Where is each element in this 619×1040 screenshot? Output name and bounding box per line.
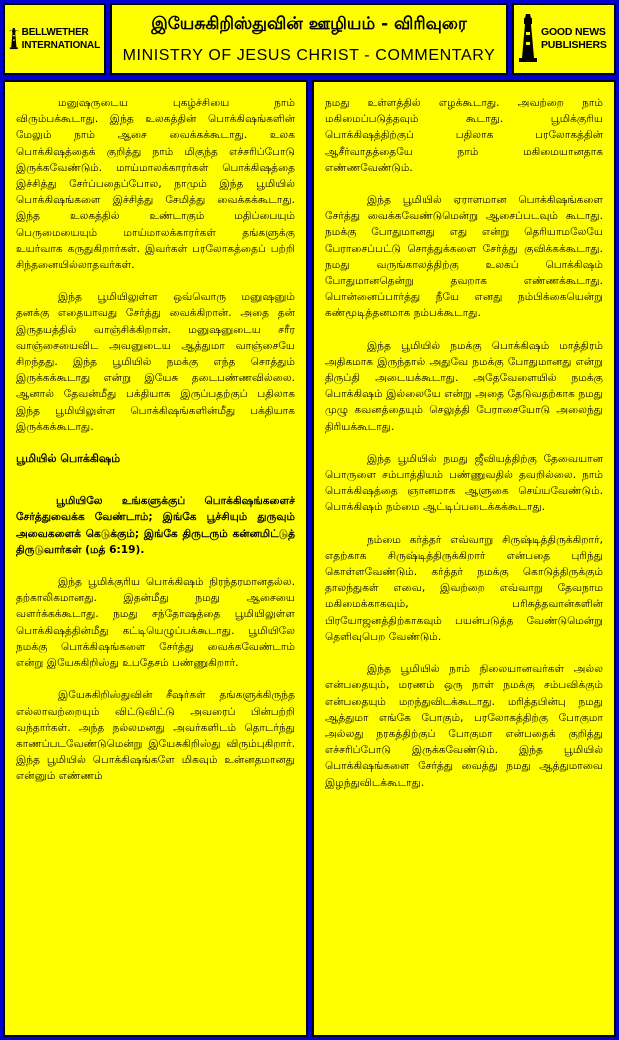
paragraph: இந்த பூமியில் நாம் நிலையானவர்கள் அல்ல என்பதையும், மரணம் ஒரு நாள் நமக்கு சம்பவிக்கும் என்பதையும் மறந்துவிடக்கூடாது. மரித்தபின்பு நமது ஆத்துமா எங்கே போகும், பரலோகத்திற்கு போகுமா அல்லது நரகத்திற்குப் போகுமா என்பதைக் குறித்து எச்சரிப்போடு இருக்கவேண்டும். இந்த பூமியில் பொக்கிஷங்களை சேர்த்து வைத்து நமது ஆத்துமாவை இழந்துவிடக்கூடாது.: [325, 663, 603, 789]
right-column: [312, 80, 616, 1037]
lighthouse-icon: [9, 12, 19, 66]
paragraph: மனுஷருடைய புகழ்ச்சியை நாம் விரும்பக்கூடாது. இந்த உலகத்தின் பொக்கிஷங்களின் மேலும் நாம் ஆசை வைக்கக்கூடாது. உலக பொக்கிஷத்தைக் குறித்து நாம் மிகுந்த எச்சரிப்போடு இருக்கவேண்டும். மாய்மாலக்காரர்கள் பொக்கிஷத்தை இச்சித்து சேர்ப்பதைப்போல, நாமும் இந்த பூமியில் பொக்கிஷங்களை இச்சித்து சேமித்து வைக்கக்கூடாது. இந்த உலகத்தில் உண்டாகும் மதிப்பையும் பெருமையையும் மாய்மாலக்காரர்கள் தங்களுக்கு உயர்வாக கருதுகிறார்கள். இவர்கள் பரலோகத்தைப் பற்றி சிந்தனையில்லாதவர்கள்.: [16, 97, 295, 272]
scripture-verse: பூமியிலே உங்களுக்குப் பொக்கிஷங்களைச் சேர்த்துவைக்க வேண்டாம்; இங்கே பூச்சியும் துருவும் அவைகளைக் கெடுக்கும்; இங்கே திருடரும் கன்னமிட்டுத் திருடுவார்கள் (மத் 6:19).: [16, 495, 295, 556]
bellwether-logo: [3, 3, 106, 75]
title-tamil: இயேசுகிறிஸ்துவின் ஊழியம் - விரிவுரை: [151, 14, 467, 34]
page-header: [110, 3, 508, 75]
paragraph: இந்த பூமிக்குரிய பொக்கிஷம் நிரந்தரமானதல்ல. தற்காலிகமானது. இதன்மீது நமது ஆசையை வளர்க்கக்கூடாது. நமது சந்தோஷத்தை பூமியிலுள்ள பொக்கிஷத்தின்மீது கட்டியெழுப்பக்கூடாது. பூமியிலே நமக்கு பொக்கிஷங்களை சேர்த்து வைக்கவேண்டாம் என்று இயேசுகிறிஸ்து உபதேசம் பண்ணுகிறார்.: [16, 576, 295, 670]
paragraph: இந்த பூமியிலுள்ள ஒவ்வொரு மனுஷனும் தனக்கு எதையாவது சேர்த்து வைக்கிறான். அதை தன் இருதயத்தில் வாஞ்சிக்கிறான். மனுஷனுடைய சரீர வாஞ்சையைவிட அவனுடைய ஆத்துமா வாஞ்சையே சிறந்தது. இந்த பூமியில் நமக்கு எந்த சொத்தும் இருக்கக்கூடாது என்று இயேசு தடைபண்ணவில்லை. ஆனால் தேவன்மீது பக்தியாக இருப்பதற்குப் பதிலாக இந்த பூமியிலுள்ள பொக்கிஷங்களின்மீது பக்தியாக இருக்கக்கூடாது.: [16, 291, 295, 433]
paragraph: இந்த பூமியில் ஏராளமான பொக்கிஷங்களை சேர்த்து வைக்கவேண்டுமென்று ஆசைப்படவும் கூடாது. நமக்கு போதுமானது எது என்று தெரியாமலேயே பேராசைப்பட்டு சொத்துக்களை சேர்த்து குவிக்கக்கூடாது. நமது வருங்காலத்திற்கு உலகப் பொக்கிஷம் போதுமானதென்று தவறாக எண்ணக்கூடாது. பொன்னைப்பார்த்து நீயே எனது நம்பிக்கையென்று கண்மூடித்தனமாக நம்பக்கூடாது.: [325, 194, 603, 320]
left-logo-line1: BELLWETHER: [21, 27, 89, 38]
title-english: MINISTRY OF JESUS CHRIST - COMMENTARY: [122, 47, 496, 64]
paragraph: நமது உள்ளத்தில் எழக்கூடாது. அவற்றை நாம் மகிமைப்படுத்தவும் கூடாது. பூமிக்குரிய பொக்கிஷத்திற்குப் பதிலாக பரலோகத்தின் ஆசீர்வாதத்தையே நாம் மகிமையானதாக எண்ணவேண்டும்.: [325, 97, 603, 174]
good-news-logo: [512, 3, 616, 75]
lighthouse-icon: [518, 12, 538, 66]
paragraph: இந்த பூமியில் நமது ஜீவியத்திற்கு தேவையான பொருளை சம்பாத்தியம் பண்ணுவதில் தவறில்லை. நாம் பொக்கிஷத்தை ஞானமாக ஆளுகை செய்யவேண்டும். பொக்கிஷம் நம்மை ஆட்டிப்படைக்கக்கூடாது.: [325, 452, 603, 514]
right-logo-line1: GOOD NEWS: [541, 26, 606, 38]
right-logo-line2: PUBLISHERS: [541, 39, 607, 51]
paragraph: இயேசுகிறிஸ்துவின் சீஷர்கள் தங்களுக்கிருந்த எல்லாவற்றையும் விட்டுவிட்டு அவரைப் பின்பற்றி வந்தார்கள். அந்த நல்லமனது அவர்களிடம் தொடர்ந்து காணப்படவேண்டுமென்று இயேசுகிறிஸ்து விரும்புகிறார். இந்த பூமியில் பொக்கிஷங்களே மிகவும் உன்னதமானது என்னும் எண்ணம்: [16, 689, 295, 783]
paragraph: இந்த பூமியில் நமக்கு பொக்கிஷம் மாத்திரம் அதிகமாக இருந்தால் அதுவே நமக்கு போதுமானது என்று திருப்தி அடையக்கூடாது. அதேவேளையில் நமக்கு பொக்கிஷம் இல்லையே என்று அதை தேடுவதற்காக நமது முழு கவனத்தையும் செலுத்தி பேராசையோடு அலைந்து திரியக்கூடாது.: [325, 339, 603, 433]
paragraph: நம்மை கர்த்தர் எவ்வாறு சிருஷ்டித்திருக்கிறார், எதற்காக சிருஷ்டித்திருக்கிறார் என்பதை புரிந்து கொள்ளவேண்டும். கர்த்தர் நமக்கு கொடுத்திருக்கும் தாலந்துகள் எவை, இவற்றை எவ்வாறு தேவநாம மகிமைக்காகவும், பரிசுத்தவான்களின் பிரயோஜனத்திற்காகவும் பயன்படுத்த வேண்டுமென்று தெளிவுபெற வேண்டும்.: [325, 533, 603, 643]
left-column: [3, 80, 308, 1037]
section-heading: பூமியில் பொக்கிஷம்: [16, 452, 121, 466]
left-logo-line2: INTERNATIONAL: [21, 40, 100, 51]
